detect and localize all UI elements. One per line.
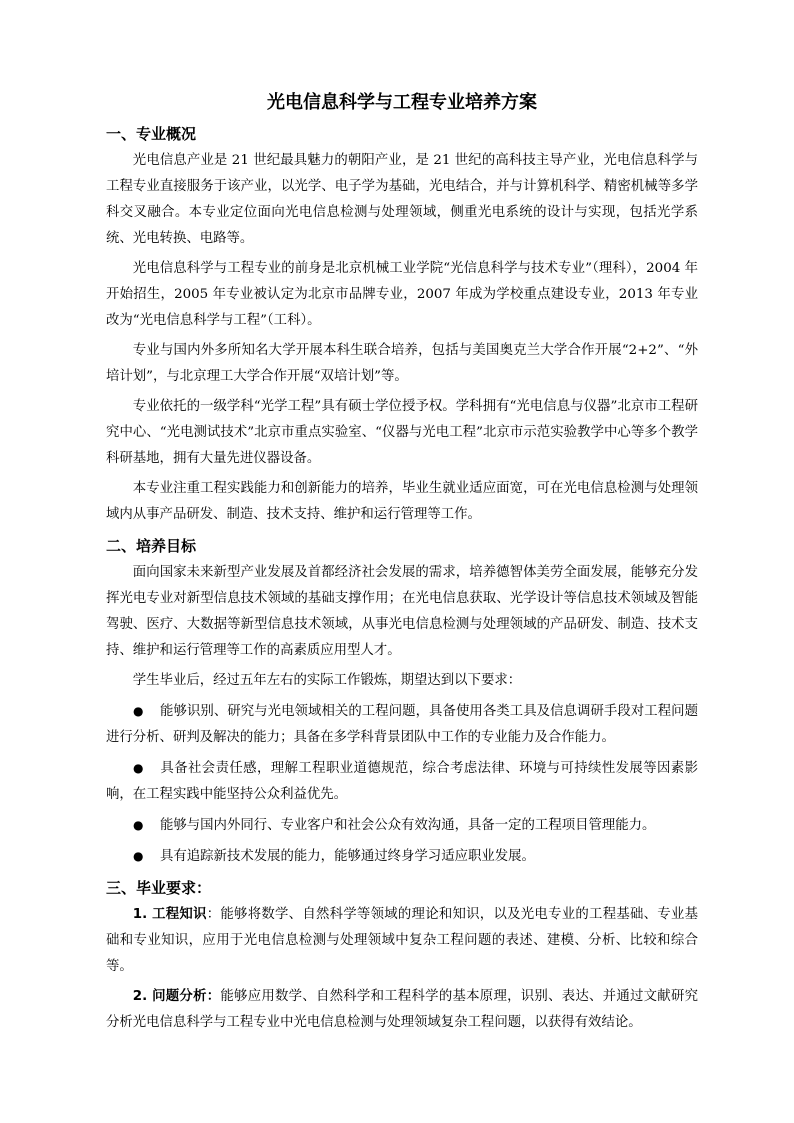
section-heading-requirements: 三、毕业要求： [106, 879, 212, 897]
requirement-text: 能够应用数学、自然科学和工程科学的基本原理，识别、表达、并通过文献研究分析光电信息科学与工程专业中光电信息检测与处理领域复杂工程问题，以获得有效结论。 [106, 989, 698, 1030]
overview-paragraph: 本专业注重工程实践能力和创新能力的培养，毕业生就业适应面宽，可在光电信息检测与处理领域内从事产品研发、制造、技术支持、维护和运行管理等工作。 [106, 481, 698, 522]
bullet-dot-icon: ● [133, 818, 144, 832]
bullet-dot-icon: ● [133, 761, 144, 775]
requirement-text: ：能够将数学、自然科学等领域的理论和知识，以及光电专业的工程基础、专业基础和专业知识，应用于光电信息检测与处理领域中复杂工程问题的表述、建模、分析、比较和综合等。 [106, 907, 698, 974]
objectives-bullet-list [106, 698, 698, 870]
bullet-text: 具有追踪新技术发展的能力，能够通过终身学习适应职业发展。 [160, 849, 535, 864]
requirement-label: 2. 问题分析： [132, 989, 221, 1004]
bullet-text: 具备社会责任感，理解工程职业道德规范，综合考虑法律、环境与可持续性发展等因素影响，在工程实践中能坚持公众利益优先。 [106, 761, 698, 802]
requirement-item [106, 984, 698, 1036]
overview-paragraph: 专业与国内外多所知名大学开展本科生联合培养，包括与美国奥克兰大学合作开展“2+2”、“外培计划”，与北京理工大学合作开展“双培计划”等。 [106, 343, 698, 384]
objectives-paragraph: 面向国家未来新型产业发展及首都经济社会发展的需求，培养德智体美劳全面发展，能够充分发挥光电专业对新型信息技术领域的基础支撑作用；在光电信息获取、光学设计等信息技术领域及智能驾驶、医疗、大数据等新型信息技术领域，从事光电信息检测与处理领域的产品研发、制造、技术支持、维护和运行管理等工作的高素质应用型人才。 [106, 565, 698, 658]
section-heading-objectives: 二、培养目标 [106, 537, 197, 555]
overview-paragraph: 专业依托的一级学科“光学工程”具有硕士学位授予权。学科拥有“光电信息与仪器”北京市工程研究中心、“光电测试技术”北京市重点实验室、“仪器与光电工程”北京市示范实验教学中心等多个教学科研基地，拥有大量先进仪器设备。 [106, 399, 698, 466]
bullet-text: 能够识别、研究与光电领域相关的工程问题，具备使用各类工具及信息调研手段对工程问题进行分析、研判及解决的能力；具备在多学科背景团队中工作的专业能力及合作能力。 [106, 704, 698, 745]
bullet-text: 能够与国内外同行、专业客户和社会公众有效沟通，具备一定的工程项目管理能力。 [160, 818, 656, 833]
overview-paragraph: 光电信息科学与工程专业的前身是北京机械工业学院“光信息科学与技术专业”（理科），2004 年开始招生，2005 年专业被认定为北京市品牌专业，2007 年成为学校重点建设专业，2013 年专业改为“光电信息科学与工程”（工科）。 [106, 261, 698, 328]
bullet-item [106, 843, 698, 870]
overview-paragraph: 光电信息产业是 21 世纪最具魅力的朝阳产业，是 21 世纪的高科技主导产业，光电信息科学与工程专业直接服务于该产业，以光学、电子学为基础，光电结合，并与计算机科学、精密机械等多学科交叉融合。本专业定位面向光电信息检测与处理领域，侧重光电系统的设计与实现，包括光学系统、光电转换、电路等。 [106, 153, 698, 246]
bullet-item [106, 755, 698, 808]
section-heading-overview: 一、专业概况 [106, 125, 197, 143]
objectives-paragraph: 学生毕业后，经过五年左右的实际工作锻炼，期望达到以下要求： [132, 673, 522, 688]
requirement-label: 1. 工程知识 [132, 907, 207, 922]
requirement-item [106, 902, 698, 980]
bullet-dot-icon: ● [133, 704, 144, 718]
bullet-item [106, 698, 698, 751]
bullet-dot-icon: ● [133, 849, 144, 863]
document-title: 光电信息科学与工程专业培养方案 [267, 92, 537, 113]
bullet-item [106, 812, 698, 839]
document-page [106, 88, 698, 1040]
